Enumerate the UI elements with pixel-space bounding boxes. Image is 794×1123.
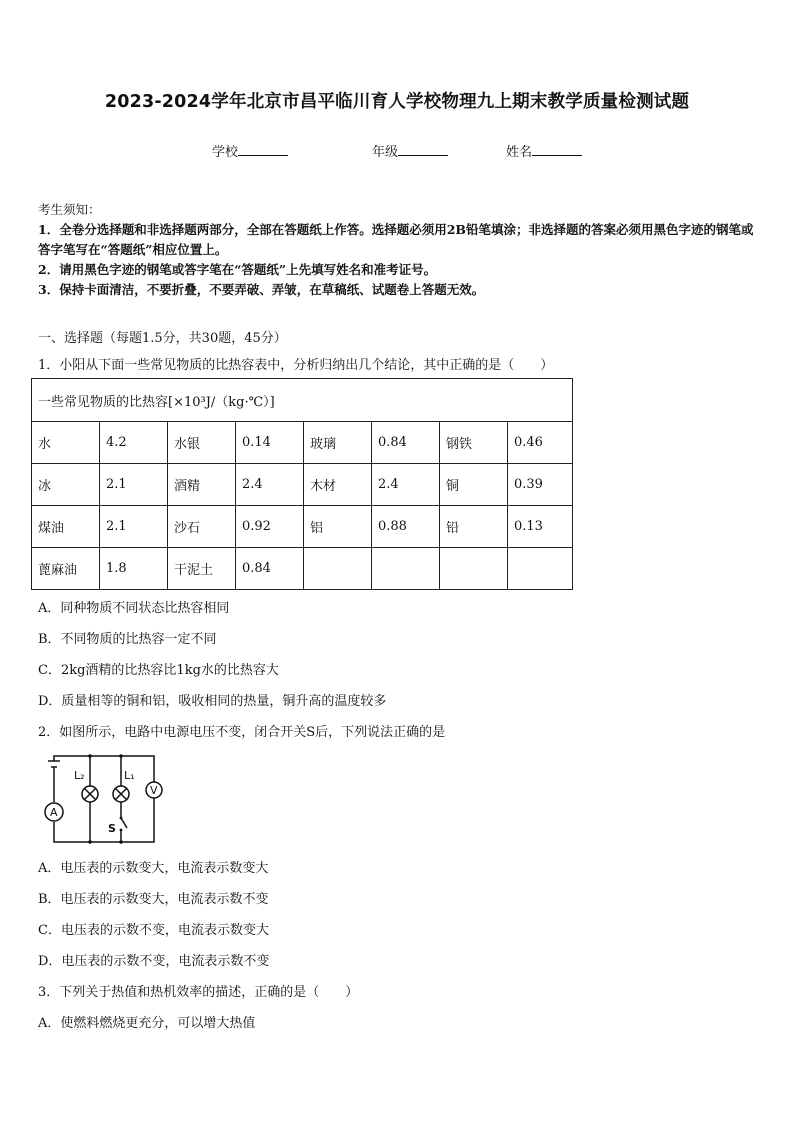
table-cell: 铝 bbox=[304, 506, 372, 548]
lamp-l2-label: L₂ bbox=[74, 769, 85, 782]
table-row bbox=[32, 464, 573, 506]
q2-option-c: C．电压表的示数不变，电流表示数变大 bbox=[38, 923, 269, 938]
circuit-diagram bbox=[38, 752, 168, 846]
table-cell: 2.4 bbox=[372, 464, 440, 506]
table-cell: 0.14 bbox=[236, 422, 304, 464]
section-heading: 一、选择题（每题1.5分，共30题，45分） bbox=[38, 331, 287, 346]
table-cell: 水 bbox=[32, 422, 100, 464]
table-row bbox=[32, 506, 573, 548]
table-cell: 1.8 bbox=[100, 548, 168, 590]
table-cell: 酒精 bbox=[168, 464, 236, 506]
table-row bbox=[32, 422, 573, 464]
table-cell: 钢铁 bbox=[440, 422, 508, 464]
q1-option-b: B．不同物质的比热容一定不同 bbox=[38, 632, 217, 647]
table-cell: 水银 bbox=[168, 422, 236, 464]
table-cell: 铜 bbox=[440, 464, 508, 506]
table-cell: 玻璃 bbox=[304, 422, 372, 464]
notice-item-1: 1．全卷分选择题和非选择题两部分，全部在答题纸上作答。选择题必须用2B铅笔填涂；非选择题的答案必须用黑色字迹的钢笔或答字笔写在“答题纸”相应位置上。 bbox=[38, 222, 754, 257]
q1-stem: 1．小阳从下面一些常见物质的比热容表中，分析归纳出几个结论，其中正确的是（ ） bbox=[38, 358, 554, 373]
school-field bbox=[212, 141, 288, 160]
table-cell bbox=[440, 548, 508, 590]
notice-item-2: 2．请用黑色字迹的钢笔或答字笔在“答题纸”上先填写姓名和准考证号。 bbox=[38, 262, 437, 277]
table-cell: 0.84 bbox=[236, 548, 304, 590]
table-cell bbox=[304, 548, 372, 590]
q3-stem: 3．下列关于热值和热机效率的描述，正确的是（ ） bbox=[38, 985, 359, 1000]
table-cell: 0.39 bbox=[508, 464, 573, 506]
table-cell: 4.2 bbox=[100, 422, 168, 464]
q2-option-d: D．电压表的示数不变，电流表示数不变 bbox=[38, 954, 270, 969]
q1-option-d: D．质量相等的铜和铝，吸收相同的热量，铜升高的温度较多 bbox=[38, 694, 387, 709]
table-cell: 铅 bbox=[440, 506, 508, 548]
lamp-l1-label: L₁ bbox=[124, 769, 135, 782]
switch-icon bbox=[121, 818, 127, 828]
q2-stem: 2．如图所示，电路中电源电压不变，闭合开关S后，下列说法正确的是 bbox=[38, 725, 446, 740]
table-cell: 2.1 bbox=[100, 464, 168, 506]
name-field bbox=[506, 141, 582, 160]
ammeter-label: A bbox=[50, 806, 58, 819]
name-label: 姓名 bbox=[506, 145, 533, 160]
school-blank bbox=[238, 143, 288, 156]
table-cell: 干泥土 bbox=[168, 548, 236, 590]
grade-label: 年级 bbox=[372, 145, 399, 160]
q3-option-a: A．使燃料燃烧更充分，可以增大热值 bbox=[38, 1016, 256, 1031]
specific-heat-table bbox=[31, 378, 573, 590]
table-cell bbox=[508, 548, 573, 590]
school-label: 学校 bbox=[212, 145, 239, 160]
notice-heading: 考生须知： bbox=[38, 202, 101, 217]
q2-option-b: B．电压表的示数变大，电流表示数不变 bbox=[38, 892, 269, 907]
table-cell: 0.13 bbox=[508, 506, 573, 548]
notice-item-3: 3．保持卡面清洁，不要折叠，不要弄破、弄皱，在草稿纸、试题卷上答题无效。 bbox=[38, 282, 485, 297]
exam-notice bbox=[38, 200, 758, 300]
table-caption: 一些常见物质的比热容[×10³J/（kg·℃）] bbox=[32, 379, 573, 422]
q1-option-c: C．2kg酒精的比热容比1kg水的比热容大 bbox=[38, 663, 279, 678]
grade-field bbox=[372, 141, 448, 160]
voltmeter-label: V bbox=[150, 784, 158, 797]
table-row bbox=[32, 548, 573, 590]
table-cell: 0.92 bbox=[236, 506, 304, 548]
table-cell: 木材 bbox=[304, 464, 372, 506]
table-cell: 0.84 bbox=[372, 422, 440, 464]
q2-option-a: A．电压表的示数变大，电流表示数变大 bbox=[38, 861, 269, 876]
page-title: 2023-2024学年北京市昌平临川育人学校物理九上期末教学质量检测试题 bbox=[104, 92, 690, 112]
table-cell: 蓖麻油 bbox=[32, 548, 100, 590]
table-cell: 0.46 bbox=[508, 422, 573, 464]
table-cell bbox=[372, 548, 440, 590]
table-cell: 沙石 bbox=[168, 506, 236, 548]
table-cell: 0.88 bbox=[372, 506, 440, 548]
name-blank bbox=[532, 143, 582, 156]
q1-option-a: A．同种物质不同状态比热容相同 bbox=[38, 601, 230, 616]
grade-blank bbox=[398, 143, 448, 156]
switch-label: S bbox=[108, 822, 116, 835]
table-cell: 2.4 bbox=[236, 464, 304, 506]
table-cell: 2.1 bbox=[100, 506, 168, 548]
table-cell: 煤油 bbox=[32, 506, 100, 548]
table-header-row bbox=[32, 379, 573, 422]
table-cell: 冰 bbox=[32, 464, 100, 506]
